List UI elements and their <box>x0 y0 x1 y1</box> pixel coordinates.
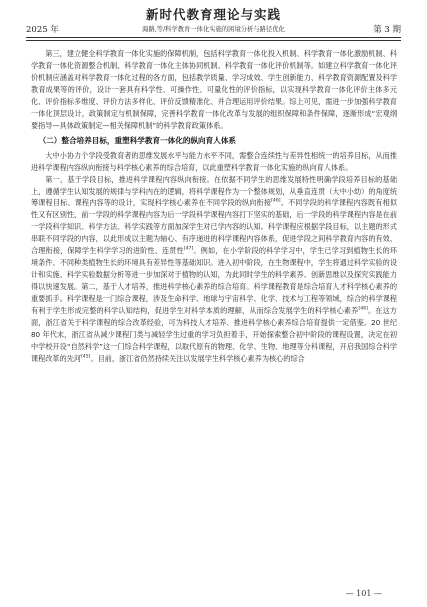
page-header <box>26 23 401 37</box>
text-segment: 。例如，在小学阶段的科学学习中，学生已学习到植物生长的环境条件、不同种类植物生长的环境具有差异性等基础知识。进入初中阶段，在生物课程中，学生将通过科学实验的设计和实施、科学实验数据分析等进一步加深对于植物的认知，为此同时学生的科学素养、创新思维以及探究实践能力得以快速发展。第二，基于人才培养，推进科学核心素养的综合培育。科学课程教育是综合培育人才科学核心素养的重要抓手。科学课程是一门综合课程，涉及生命科学、地球与宇宙科学、化学、技术与工程等领域，综合的科学课程有利于学生形成完整的科学认知结构，促进学生对科学本质的理解，从而综合发展学生的科学核心素养 <box>31 246 397 316</box>
citation-ref: [48] <box>358 306 368 312</box>
paragraph-section-intro: 大中小协力个学段受教育者的思维发展水平与能力水平不同，需整合连续性与差异性相统一的培养目标，从而推进科学课程内容纵向衔接与科学核心素养的综合培育，以此重塑科学教育一体化实施的纵向育人体系。 <box>31 150 397 172</box>
citation-ref: [46] <box>271 199 281 205</box>
paragraph-guarantee-mechanism: 第三，建立健全科学教育一体化实施的保障机制，包括科学教育一体化投入机制、科学教育一体化激励机制、科学教育一体化资源整合机制、科学教育一体化主体协同机制、科学教育一体化评价机制等。如建立科学教育一体化评价机制应涵盖对科学教育一体化过程的各方面，包括教学质量、学习成效、学生创新能力、科学教育资源配置及科学教育成果等的评价，设计一套具有科学性、可操作性、可量化性的评价指标，以实现科学教育一体化评价主体多元化、评价指标多维度、评价方法多样化、评价反馈精准化、并合理运用评价结果。综上可见，需进一步加强科学教育一体化顶层设计，政策制定与机制保障，完善科学教育一体化改革与发展的组织保障和条件保障，逐渐形成“宏观纲要指导—具体政策制定—相关保障机制”的科学教育政策体系。 <box>31 49 397 130</box>
text-segment: 。不同学段的科学课程内容既有相似性又有区别性，前一学段的科学课程内容为后一学段科学课程内容打下坚实的基础，后一学段的科学课程内容是在前一学段科学知识、科学方法、科学实践等方面加深学生对已学内容的认知。科学课程应根据学段目标，以主题的形式串联不同学段的内容，以此形成以主题为轴心、有序递进的科学课程内容体系，促进学段之间科学教育内容的有效、合理衔接，保障学生科学学习的进阶性、连贯性 <box>31 198 397 256</box>
header-rule-thick <box>26 37 401 38</box>
page-number: — 101 — <box>345 589 382 598</box>
header-rule-thin <box>26 40 401 41</box>
journal-title: 新时代教育理论与实践 <box>145 7 281 22</box>
citation-ref: [45] <box>81 354 91 360</box>
publication-year: 2025 年 <box>26 25 59 35</box>
running-head: 海路,等/科学教育一体化实施的困境分析与路径优化 <box>142 26 285 33</box>
article-body <box>31 48 397 365</box>
text-segment: 。目前，浙江省仍然持续关注以发展学生科学核心素养为核心的综合 <box>90 353 305 363</box>
paragraph-curriculum-integration <box>31 174 397 365</box>
text-segment: 。在这方面，浙江省关于科学课程的综合改革经验，可为科技人才培养、推进科学核心素养综合培育提供一定借鉴。20 世纪 80 年代末，浙江省从减少课程门类与减轻学生过重的学习负担着手，开始探索整合初中阶段的课程设置，决定在初中学校开设“自然科学”这一门综合科学课程，以取代原有的物理、化学、生物、地理等分科课程，开启我国综合科学课程改革的先河 <box>31 306 397 363</box>
citation-ref: [47] <box>183 246 194 252</box>
text-segment: 第一，基于学段目标，推进科学课程内容纵向衔接。在依据不同学生的思维发展特性明确学段培养目标的基础上，遵循学生认知发展的规律与学科内在的逻辑，将科学课程作为一个整体规划，从垂直连贯（大中小幼）的角度统筹课程目标、课程内容等的设计，实现科学核心素养在不同学段的纵向衔接 <box>31 174 397 208</box>
issue-number: 第 3 期 <box>373 25 401 35</box>
section-heading: （二）整合培养目标，重塑科学教育一体化的纵向育人体系 <box>38 135 237 145</box>
